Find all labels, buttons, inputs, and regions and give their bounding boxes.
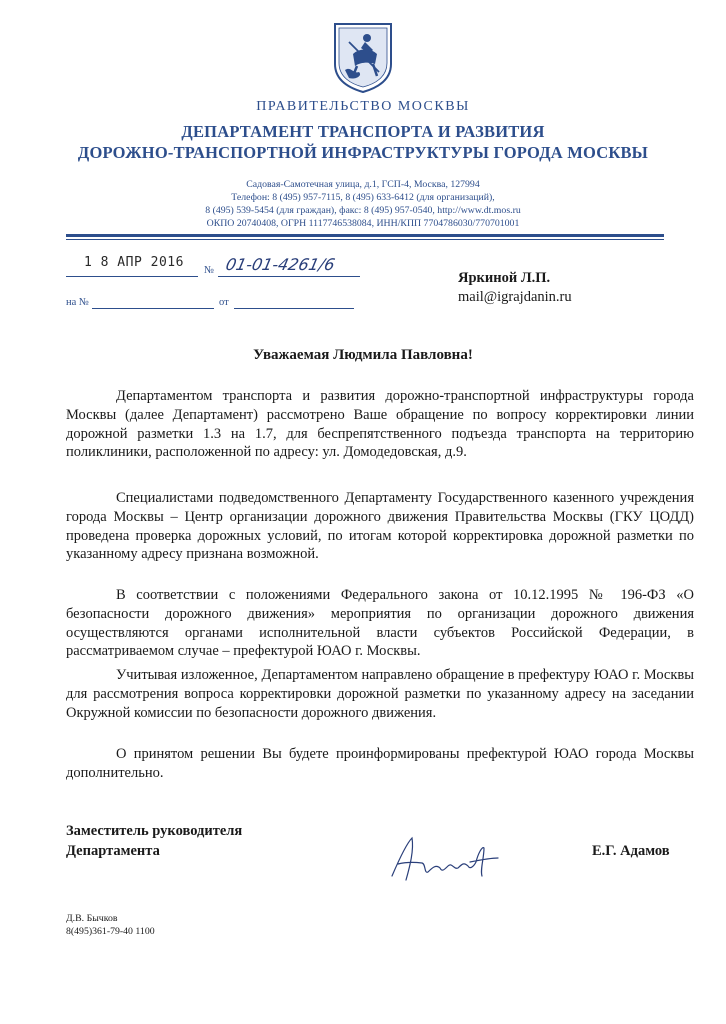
- handwritten-number: 01-01-4261/6: [223, 255, 337, 274]
- body-paragraph: В соответствии с положениями Федерального закона от 10.12.1995 № 196-ФЗ «О безопасности дорожного движения» мероприятия по организации дорожного движения осуществляются органами исполнительной власти субъектов Российской Федерации, в рассматриваемом случае – префектурой ЮАО г. Москвы.: [66, 587, 694, 660]
- ref-label: на №: [66, 297, 89, 308]
- address-line: Садовая-Самотечная улица, д.1, ГСП-4, Москва, 127994: [246, 179, 480, 190]
- from-label: от: [219, 297, 229, 308]
- department-title-line1: ДЕПАРТАМЕНТ ТРАНСПОРТА И РАЗВИТИЯ: [181, 122, 545, 141]
- executor-name: Д.В. Бычков: [66, 913, 118, 924]
- signatory-name: Е.Г. Адамов: [592, 843, 670, 859]
- department-title-line2: ДОРОЖНО-ТРАНСПОРТНОЙ ИНФРАСТРУКТУРЫ ГОРОДА МОСКВЫ: [77, 143, 649, 162]
- body-paragraph: Специалистами подведомственного Департаменту Государственного казенного учреждения города Москвы – Центр организации дорожного движения Правительства Москвы (ГКУ ЦОДД) проведена проверка дорожных условий, по итогам которой корректировка дорожной разметки по указанному адресу признана возможной.: [66, 490, 694, 563]
- body-paragraph: Учитывая изложенное, Департаментом направлено обращение в префектуру ЮАО г. Москвы для рассмотрения вопроса корректировки дорожной разметки по указанному адресу на заседании Окружной комиссии по безопасности дорожного движения.: [66, 667, 694, 721]
- from-field: [234, 294, 354, 309]
- recipient-email: mail@igrajdanin.ru: [458, 289, 572, 305]
- phone-line: Телефон: 8 (495) 957-7115, 8 (495) 633-6412 (для организаций),: [231, 192, 495, 203]
- handwritten-signature-icon: [384, 832, 510, 888]
- body-paragraph: Департаментом транспорта и развития дорожно-транспортной инфраструктуры города Москвы (далее Департамент) рассмотрено Ваше обращение по вопросу корректировки линии дорожной разметки 1.3 на 1.7, для беспрепятственного подъезда транспорта на территорию поликлиники, расположенной по адресу: ул. Домодедовская, д.9.: [66, 388, 694, 461]
- registry-codes-line: ОКПО 20740408, ОГРН 1117746538084, ИНН/КПП 7704786030/770701001: [206, 218, 520, 229]
- signatory-title-line1: Заместитель руководителя: [66, 823, 243, 839]
- number-label: №: [204, 265, 215, 276]
- signatory-title-line2: Департамента: [66, 843, 160, 859]
- body-paragraph: О принятом решении Вы будете проинформированы префектурой ЮАО города Москвы дополнительно.: [66, 746, 694, 781]
- government-title: ПРАВИТЕЛЬСТВО МОСКВЫ: [256, 99, 470, 114]
- executor-phone: 8(495)361-79-40 1100: [66, 926, 155, 937]
- contact-line: 8 (495) 539-5454 (для граждан), факс: 8 (495) 957-0540, http://www.dt.mos.ru: [205, 205, 521, 216]
- letterhead-rule-thin: [66, 239, 664, 240]
- moscow-coat-of-arms-icon: [331, 20, 395, 94]
- greeting: Уважаемая Людмила Павловна!: [253, 347, 473, 363]
- ref-field: [92, 294, 214, 309]
- date-stamp: 1 8 АПР 2016: [84, 255, 184, 270]
- letterhead-rule-thick: [66, 234, 664, 237]
- recipient-name: Яркиной Л.П.: [458, 270, 551, 286]
